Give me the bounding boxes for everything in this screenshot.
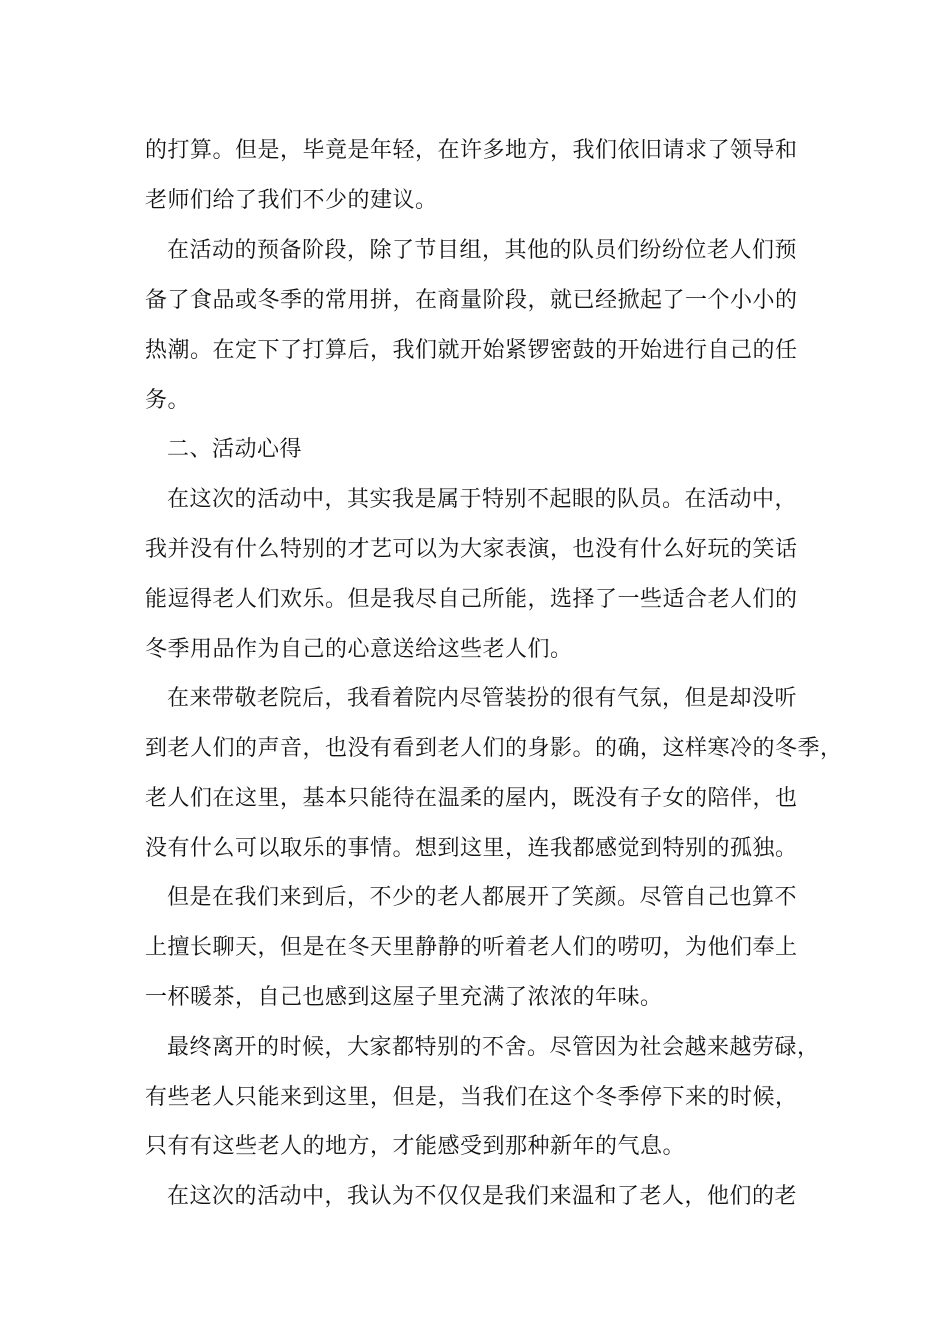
- paragraph-first-line: 在活动的预备阶段，除了节目组，其他的队员们纷纷位老人们预: [167, 238, 798, 263]
- text-line: 只有有这些老人的地方，才能感受到那种新年的气息。: [145, 1134, 686, 1159]
- paragraph-first-line: 在这次的活动中，其实我是属于特别不起眼的队员。在活动中，: [167, 487, 798, 512]
- text-line: 老人们在这里，基本只能待在温柔的屋内，既没有子女的陪伴，也: [145, 786, 798, 811]
- text-line: 老师们给了我们不少的建议。: [145, 188, 438, 213]
- text-line: 上擅长聊天，但是在冬天里静静的听着老人们的唠叨，为他们奉上: [145, 935, 798, 960]
- paragraph-first-line: 在来带敬老院后，我看着院内尽管装扮的很有气氛，但是却没听: [167, 686, 798, 711]
- text-line: 没有什么可以取乐的事情。想到这里，连我都感觉到特别的孤独。: [145, 836, 798, 861]
- text-line: 冬季用品作为自己的心意送给这些老人们。: [145, 637, 573, 662]
- text-line: 一杯暖茶，自己也感到这屋子里充满了浓浓的年味。: [145, 985, 663, 1010]
- text-line: 务。: [145, 388, 191, 413]
- paragraph-first-line: 在这次的活动中，我认为不仅仅是我们来温和了老人，他们的老: [167, 1184, 798, 1209]
- paragraph-first-line: 最终离开的时候，大家都特别的不舍。尽管因为社会越来越劳碌，: [167, 1035, 820, 1060]
- text-line: 备了食品或冬季的常用拼，在商量阶段，就已经掀起了一个小小的: [145, 288, 798, 313]
- text-line: 热潮。在定下了打算后，我们就开始紧锣密鼓的开始进行自己的任: [145, 338, 798, 363]
- text-line: 到老人们的声音，也没有看到老人们的身影。的确，这样寒冷的冬季，: [145, 736, 843, 761]
- text-line: 我并没有什么特别的才艺可以为大家表演，也没有什么好玩的笑话: [145, 537, 798, 562]
- section-heading: 二、活动心得: [167, 437, 303, 462]
- text-line: 能逗得老人们欢乐。但是我尽自己所能，选择了一些适合老人们的: [145, 587, 798, 612]
- text-line: 的打算。但是，毕竟是年轻，在许多地方，我们依旧请求了领导和: [145, 138, 798, 163]
- text-line: 有些老人只能来到这里，但是，当我们在这个冬季停下来的时候，: [145, 1085, 798, 1110]
- paragraph-first-line: 但是在我们来到后，不少的老人都展开了笑颜。尽管自己也算不: [167, 885, 798, 910]
